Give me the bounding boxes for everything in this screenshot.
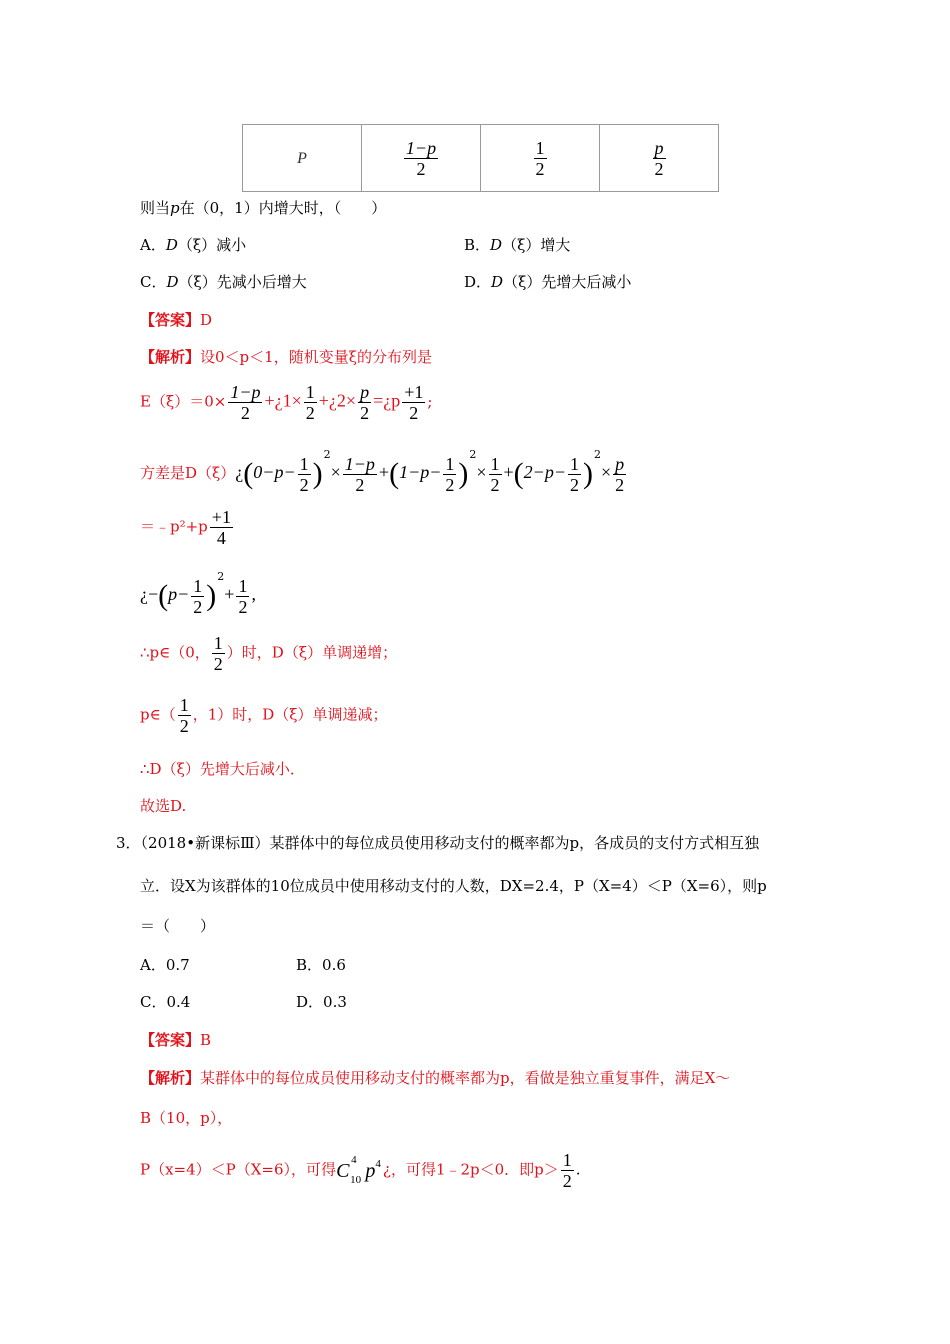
monotone-decreasing: p∈（ $\frac{1}{2}$ ，1）时，D（ξ）单调递减； <box>140 695 388 736</box>
analysis-intro: 【解析】设0＜p＜1，随机变量ξ的分布列是 <box>140 348 432 366</box>
q3-analysis-line3: P（x=4）＜P（X=6），可得C 4 10 $p^4$ ¿，可得1﹣2p＜0．即p＞ $\frac{1}{2}$ . <box>140 1150 581 1191</box>
table-cell: $\frac{1}{2}$ <box>481 125 600 192</box>
table-cell-label: P <box>243 125 362 192</box>
table-cell: $\frac{1-p}{2}$ <box>362 125 481 192</box>
option-b: B．D（ξ）增大 <box>464 236 571 254</box>
q3-answer-line: 【答案】B <box>140 1031 212 1049</box>
conclusion-line: ∴D（ξ）先增大后减小． <box>140 760 305 778</box>
q3-option-d: D．0.3 <box>296 993 347 1011</box>
choice-line: 故选D. <box>140 797 187 815</box>
monotone-increasing: ∴p∈（0， $\frac{1}{2}$ ）时，D（ξ）单调递增； <box>140 633 398 674</box>
option-c: C．D（ξ）先减小后增大 <box>140 273 307 291</box>
variance-expanded: ＝﹣p²+p $\frac{+1}{4}$ <box>140 507 231 548</box>
table-row <box>243 125 719 192</box>
option-d: D．D（ξ）先增大后减小 <box>464 273 632 291</box>
question-3-line1: 3．（2018•新课标Ⅲ）某群体中的每位成员使用移动支付的概率都为p，各成员的支付方式相互独 <box>116 834 760 852</box>
answer-line: 【答案】D <box>140 311 213 329</box>
q3-analysis-line2: B（10，p）， <box>140 1109 233 1127</box>
q3-option-b: B．0.6 <box>296 956 346 974</box>
question-3-line3: ＝（ ） <box>140 917 216 935</box>
distribution-table <box>242 124 719 192</box>
variance-formula: 方差是D（ξ）¿(0−p− $\frac{1}{2}$ )$^2$× $\frac{1-p}{2}$ +(1−p− $\frac{1}{2}$ )$^2$× $\frac{1}{2}$ +(2−p− $\frac{1}{2}$ )$^2$× $\frac{p}{2}$ <box>140 448 625 495</box>
option-a: A．D（ξ）减小 <box>140 236 247 254</box>
question-stem: 则当p在（0，1）内增大时，（ ） <box>140 199 387 217</box>
question-3-line2: 立．设X为该群体的10位成员中使用移动支付的人数，DX=2.4，P（X=4）＜P（X=6），则p <box>140 877 767 895</box>
expectation-formula: E（ξ）＝0× $\frac{1-p}{2}$ +¿1× $\frac{1}{2}$ +¿2× $\frac{p}{2}$ =¿p $\frac{+1}{2}$ ; <box>140 382 433 423</box>
q3-option-c: C．0.4 <box>140 993 191 1011</box>
q3-analysis-line1: 【解析】某群体中的每位成员使用移动支付的概率都为p，看做是独立重复事件，满足X～ <box>140 1069 731 1087</box>
variance-completed-square: ¿−(p− $\frac{1}{2}$ )$^2$+ $\frac{1}{2}$ , <box>140 570 256 617</box>
q3-option-a: A．0.7 <box>140 956 190 974</box>
table-cell: $\frac{p}{2}$ <box>600 125 719 192</box>
